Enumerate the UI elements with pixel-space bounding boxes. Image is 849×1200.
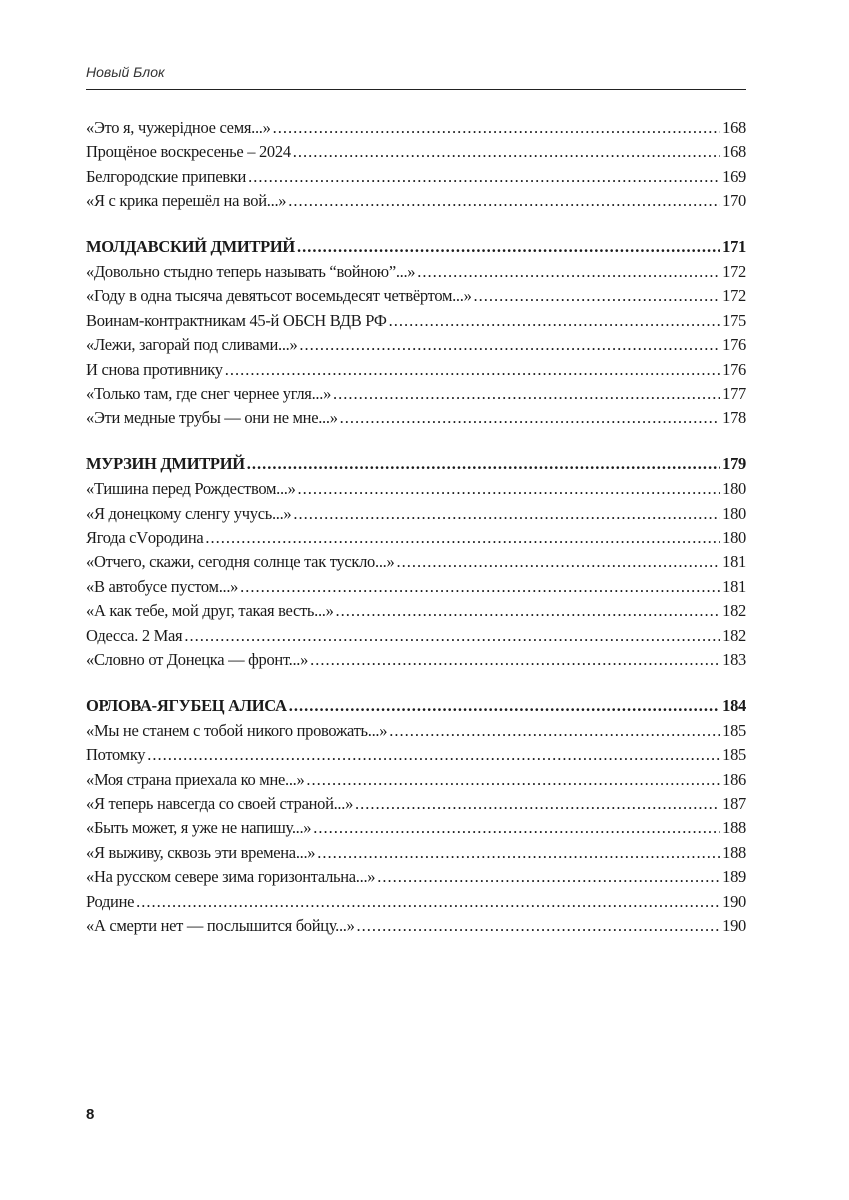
toc-entry[interactable]	[86, 575, 746, 599]
toc-title: «Тишина перед Рождеством...»	[86, 479, 296, 499]
toc-page-number: 169	[722, 166, 746, 186]
dot-leader	[474, 284, 721, 308]
dot-leader	[389, 309, 721, 333]
dot-leader	[396, 550, 720, 574]
toc-title: «Моя страна приехала ко мне...»	[86, 769, 305, 789]
toc-title: «Быть может, я уже не напишу...»	[86, 818, 312, 838]
dot-leader	[288, 189, 720, 213]
toc-section	[86, 235, 746, 431]
dot-leader	[225, 358, 720, 382]
dot-leader	[389, 719, 720, 743]
toc-entry[interactable]	[86, 502, 746, 526]
toc-entry[interactable]	[86, 816, 746, 840]
toc-page-number: 186	[722, 769, 746, 789]
toc-page-number: 188	[722, 818, 746, 838]
dot-leader	[147, 743, 720, 767]
toc-author-heading[interactable]	[86, 694, 746, 719]
toc-entry[interactable]	[86, 599, 746, 623]
toc-page-number: 168	[722, 118, 746, 137]
toc-entry[interactable]	[86, 648, 746, 672]
toc-entry[interactable]	[86, 165, 746, 189]
toc-entry[interactable]	[86, 358, 746, 382]
toc-page-number: 180	[722, 528, 746, 548]
toc-page-number: 187	[722, 794, 746, 814]
toc-title: Одесса. 2 Мая	[86, 625, 183, 645]
toc-page-number: 177	[722, 384, 746, 404]
dot-leader	[355, 792, 720, 816]
toc-title: «На русском севере зима горизонтальна...»	[86, 867, 376, 887]
toc-title: «Довольно стыдно теперь называть “войною”...»	[86, 262, 416, 282]
toc-title: МУРЗИН ДМИТРИЙ	[86, 454, 245, 474]
toc-title: ОРЛОВА-ЯГУБЕЦ АЛИСА	[86, 695, 287, 715]
toc-page-number: 183	[722, 650, 746, 670]
toc-page-number: 182	[722, 601, 746, 621]
dot-leader	[310, 648, 720, 672]
toc-section	[86, 694, 746, 939]
toc-entry[interactable]	[86, 140, 746, 164]
toc-page-number: 180	[722, 503, 746, 523]
toc-entry[interactable]	[86, 865, 746, 889]
dot-leader	[297, 235, 720, 259]
toc-entry[interactable]	[86, 526, 746, 550]
toc-page-number: 175	[722, 310, 746, 330]
toc-title: И снова противнику	[86, 359, 223, 379]
toc-title: «А как тебе, мой друг, такая весть...»	[86, 601, 334, 621]
toc-title: Ягода сVородина	[86, 528, 204, 548]
dot-leader	[417, 260, 720, 284]
dot-leader	[306, 768, 720, 792]
dot-leader	[293, 140, 720, 164]
running-head: Новый Блок	[86, 64, 165, 80]
toc-entry[interactable]	[86, 309, 746, 333]
dot-leader	[184, 624, 720, 648]
toc-author-heading[interactable]	[86, 452, 746, 477]
toc-title: «Я выживу, сквозь эти времена...»	[86, 842, 316, 862]
toc-entry[interactable]	[86, 743, 746, 767]
toc-page-number: 185	[722, 745, 746, 765]
toc-title: «Лежи, загорай под сливами...»	[86, 335, 298, 355]
dot-leader	[299, 333, 720, 357]
toc-page-number: 180	[722, 479, 746, 499]
toc-title: Родине	[86, 891, 135, 911]
dot-leader	[293, 502, 720, 526]
toc-page-number: 182	[722, 625, 746, 645]
toc-title: «Словно от Донецка — фронт...»	[86, 650, 309, 670]
toc-title: «Эти медные трубы — они не мне...»	[86, 408, 338, 428]
toc-entry[interactable]	[86, 477, 746, 501]
toc-page-number: 168	[722, 142, 746, 162]
toc-title: «Отчего, скажи, сегодня солнце так тускло...»	[86, 552, 395, 572]
toc-page-number: 189	[722, 867, 746, 887]
toc-entry[interactable]	[86, 841, 746, 865]
toc-page-number: 190	[722, 891, 746, 911]
toc-title: «Только там, где снег чернее угля...»	[86, 384, 332, 404]
toc-page-number: 184	[722, 695, 746, 715]
dot-leader	[357, 914, 721, 938]
toc-title: Белгородские припевки	[86, 166, 247, 186]
dot-leader	[289, 694, 720, 718]
toc-page-number: 170	[722, 191, 746, 211]
toc-title: «В автобусе пустом...»	[86, 576, 239, 596]
toc-page-number: 178	[722, 408, 746, 428]
toc-page-number: 179	[722, 454, 746, 474]
dot-leader	[247, 452, 720, 476]
table-of-contents	[86, 116, 746, 960]
dot-leader	[273, 116, 721, 140]
header-rule	[86, 89, 746, 90]
toc-page-number: 181	[722, 576, 746, 596]
dot-leader	[333, 382, 720, 406]
toc-page-number: 188	[722, 842, 746, 862]
toc-entry[interactable]	[86, 719, 746, 743]
toc-page-number: 176	[722, 359, 746, 379]
toc-title: Потомку	[86, 745, 146, 765]
toc-entry[interactable]	[86, 914, 746, 938]
toc-entry[interactable]	[86, 382, 746, 406]
toc-entry[interactable]	[86, 284, 746, 308]
dot-leader	[317, 841, 720, 865]
toc-title: «Году в одна тысяча девятьсот восемьдесят четвёртом...»	[86, 286, 472, 306]
dot-leader	[340, 406, 720, 430]
dot-leader	[298, 477, 721, 501]
toc-title: «А смерти нет — послышится бойцу...»	[86, 916, 355, 936]
dot-leader	[240, 575, 720, 599]
toc-entry[interactable]	[86, 116, 746, 140]
toc-page-number: 181	[722, 552, 746, 572]
dot-leader	[336, 599, 721, 623]
toc-page-number: 172	[722, 262, 746, 282]
toc-section	[86, 452, 746, 672]
toc-page-number: 171	[722, 237, 746, 257]
page-number: 8	[86, 1106, 95, 1123]
toc-entry[interactable]	[86, 890, 746, 914]
dot-leader	[377, 865, 720, 889]
toc-title: «Это я, чужерідное семя...»	[86, 118, 271, 137]
dot-leader	[248, 165, 720, 189]
toc-entry[interactable]	[86, 333, 746, 357]
toc-title: «Мы не станем с тобой никого провожать...»	[86, 720, 388, 740]
toc-title: Воинам-контрактникам 45-й ОБСН ВДВ РФ	[86, 310, 387, 330]
toc-title: «Я с крика перешёл на вой...»	[86, 191, 287, 211]
toc-title: «Я донецкому сленгу учусь...»	[86, 503, 292, 523]
toc-entry[interactable]	[86, 406, 746, 430]
toc-entry[interactable]	[86, 792, 746, 816]
toc-author-heading[interactable]	[86, 235, 746, 260]
toc-entry[interactable]	[86, 189, 746, 213]
toc-page-number: 172	[722, 286, 746, 306]
toc-section	[86, 116, 746, 214]
toc-title: МОЛДАВСКИЙ ДМИТРИЙ	[86, 237, 295, 257]
dot-leader	[313, 816, 720, 840]
dot-leader	[205, 526, 720, 550]
toc-entry[interactable]	[86, 550, 746, 574]
toc-entry[interactable]	[86, 624, 746, 648]
toc-page-number: 176	[722, 335, 746, 355]
toc-page-number: 185	[722, 720, 746, 740]
toc-title: Прощёное воскресенье – 2024	[86, 142, 291, 162]
toc-entry[interactable]	[86, 768, 746, 792]
toc-title: «Я теперь навсегда со своей страной...»	[86, 794, 354, 814]
dot-leader	[136, 890, 720, 914]
toc-page-number: 190	[722, 916, 746, 936]
toc-entry[interactable]	[86, 260, 746, 284]
